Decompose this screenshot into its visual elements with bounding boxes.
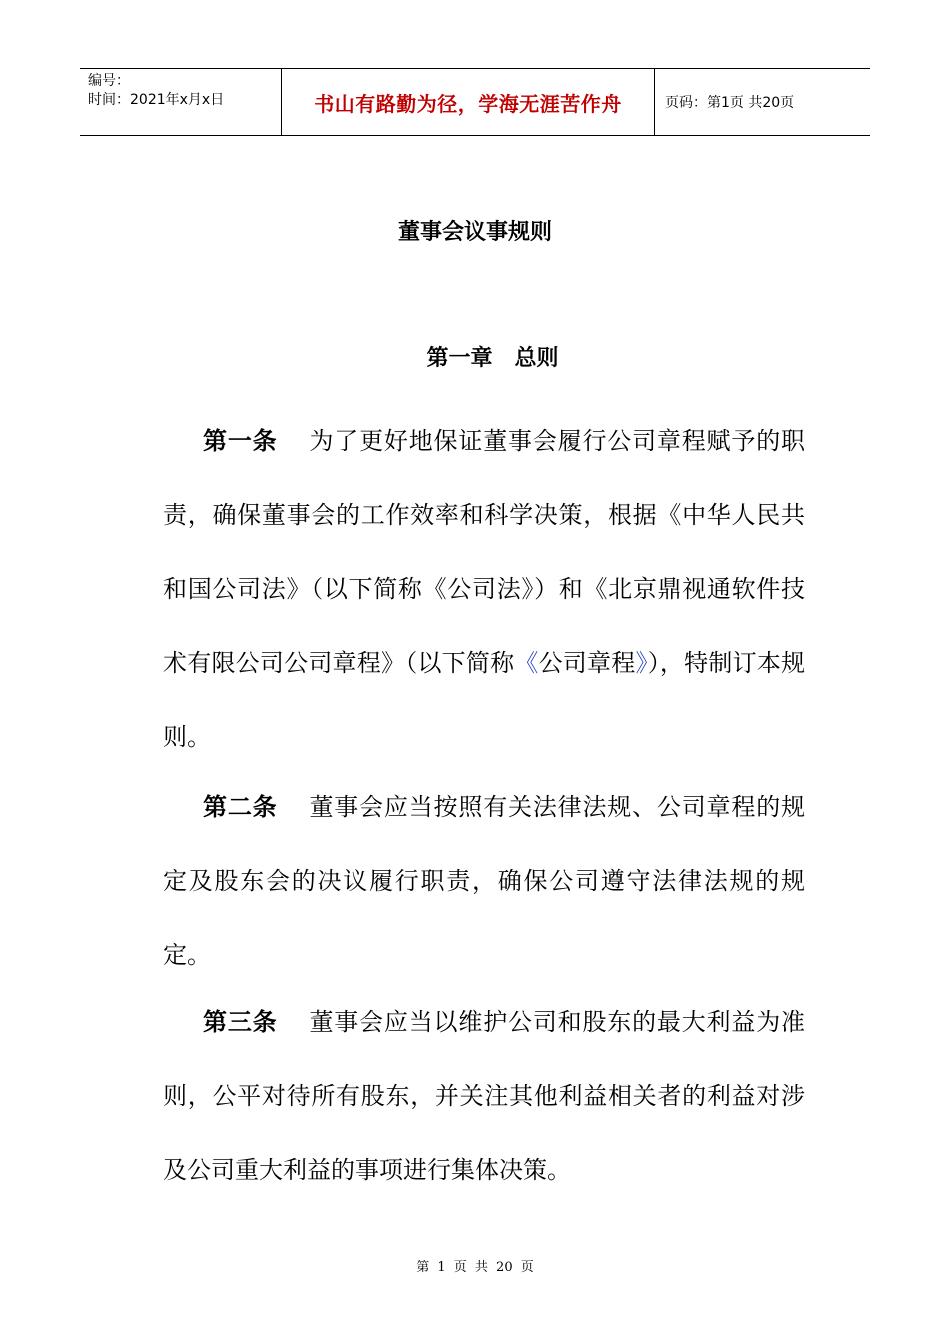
article-1-quote-open: 《 — [514, 649, 539, 677]
article-3-text: 董事会应当以维护公司和股东的最大利益为准则，公平对待所有股东，并关注其他利益相关者的利益对涉及公司重大利益的事项进行集体决策。 — [163, 1008, 806, 1184]
article-3-label: 第三条 — [203, 1008, 278, 1036]
article-1-label: 第一条 — [203, 427, 278, 455]
page-info-text: 页码：第1页 共20页 — [665, 95, 795, 111]
page-info-cell — [655, 69, 870, 135]
article-2-label: 第二条 — [203, 793, 278, 821]
article-1-text-before: 为了更好地保证董事会履行公司章程赋予的职责，确保董事会的工作效率和科学决策，根据《中华人民共和国公司法》（以下简称《公司法》）和《北京鼎视通软件技术有限公司公司章程》（以下简称 — [163, 427, 806, 677]
article-3 — [163, 985, 805, 1207]
document-title: 董事会议事规则 — [397, 220, 552, 245]
motto-cell — [282, 69, 655, 135]
header-table — [80, 68, 870, 136]
article-1-text-after: ），特制订本规则。 — [163, 649, 806, 751]
article-1-quote-close: 》 — [635, 649, 648, 677]
page-footer: 第 1 页 共 20 页 — [416, 1260, 534, 1275]
article-2-text: 董事会应当按照有关法律法规、公司章程的规定及股东会的决议履行职责，确保公司遵守法律法规的规定。 — [163, 793, 806, 969]
motto-text: 书山有路勤为径，学海无涯苦作舟 — [314, 91, 622, 116]
header-meta-cell — [80, 69, 282, 135]
time-label: 时间：2021年x月x日 — [88, 92, 225, 108]
article-2 — [163, 770, 805, 992]
article-1 — [163, 404, 805, 774]
chapter-heading: 第一章 总则 — [426, 346, 559, 371]
number-label: 编号： — [88, 73, 130, 89]
article-1-text-mid: 公司章程 — [538, 649, 636, 677]
